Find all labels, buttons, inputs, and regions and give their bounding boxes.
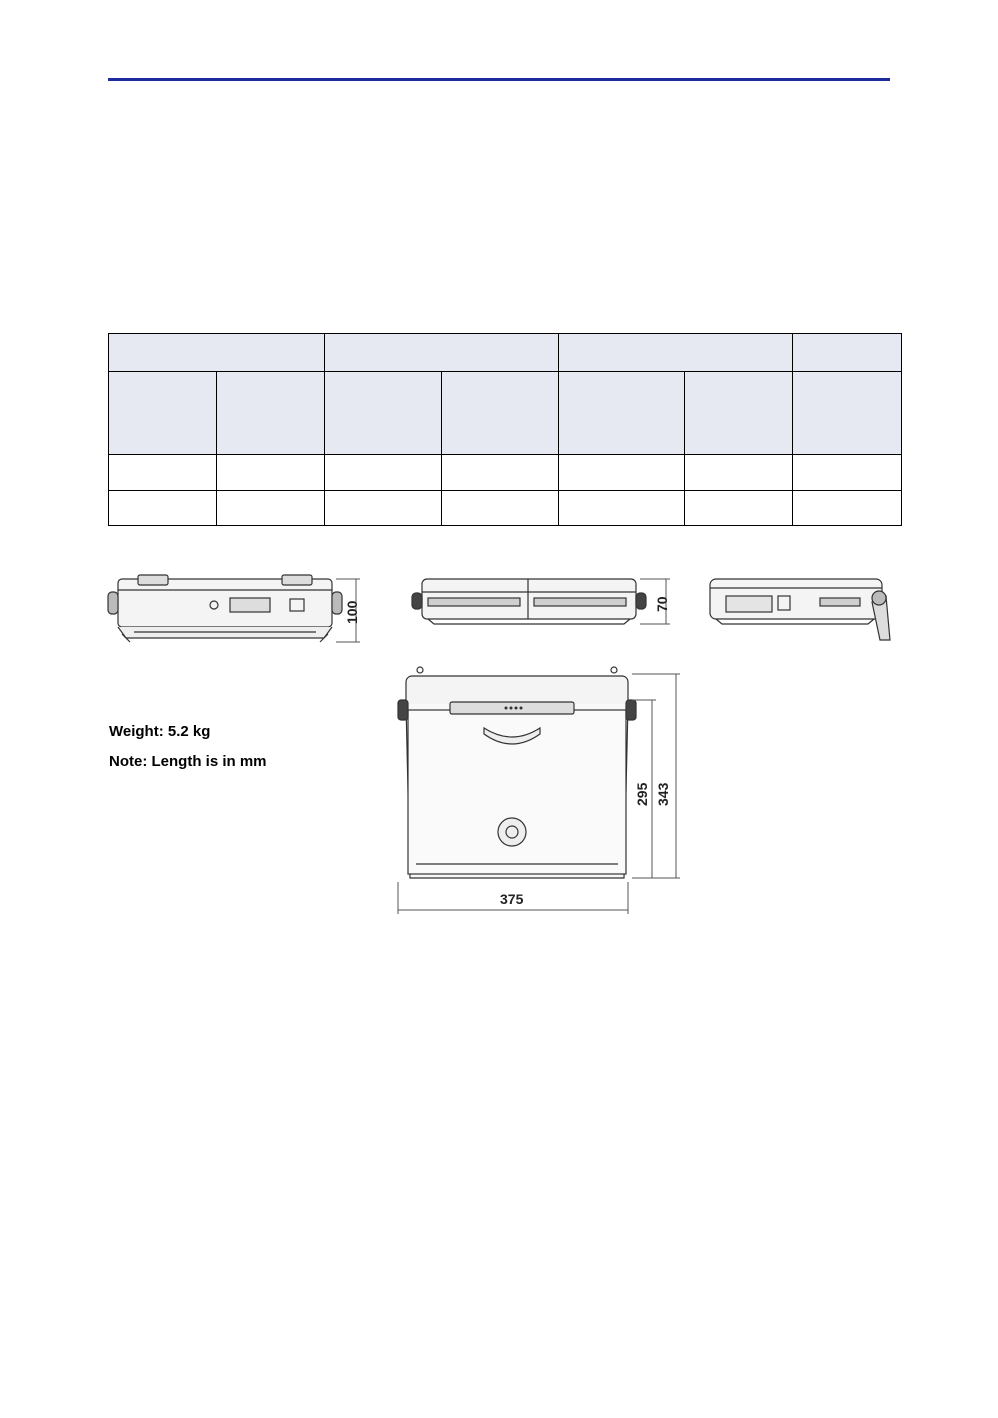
table-cell [559,491,685,526]
table-cell [793,455,902,491]
top-view-drawing [392,664,682,920]
rear-height-dim: 70 [654,596,670,612]
table-cell [325,455,442,491]
table-subheader-cell [685,372,793,455]
table-header-cell [109,334,325,372]
top-width-dim: 375 [500,891,524,907]
table-subheader-row [109,372,902,455]
table-subheader-cell [325,372,442,455]
header-rule [108,78,890,81]
table-header-row [109,334,902,372]
front-view-drawing [104,572,366,648]
table-subheader-cell [217,372,325,455]
note-label: Note: Length is in mm [109,753,267,770]
table-subheader-cell [109,372,217,455]
top-depth-outer-dim: 343 [655,782,671,806]
side-view-drawing [708,574,892,646]
table-subheader-cell [442,372,559,455]
table-row [109,455,902,491]
table-header-cell [793,334,902,372]
table-subheader-cell [559,372,685,455]
top-depth-inner-dim: 295 [634,782,650,806]
table-cell [109,455,217,491]
table-subheader-cell [793,372,902,455]
table-cell [325,491,442,526]
table-row [109,491,902,526]
table-cell [109,491,217,526]
spec-table [108,333,902,526]
table-cell [217,491,325,526]
rear-view-drawing [408,574,678,628]
table-cell [793,491,902,526]
table-cell [559,455,685,491]
table-cell [217,455,325,491]
table-header-cell [559,334,793,372]
front-height-dim: 100 [344,600,360,624]
table-cell [685,491,793,526]
table-header-cell [325,334,559,372]
table-cell [442,455,559,491]
weight-label: Weight: 5.2 kg [109,723,211,740]
table-cell [442,491,559,526]
table-cell [685,455,793,491]
